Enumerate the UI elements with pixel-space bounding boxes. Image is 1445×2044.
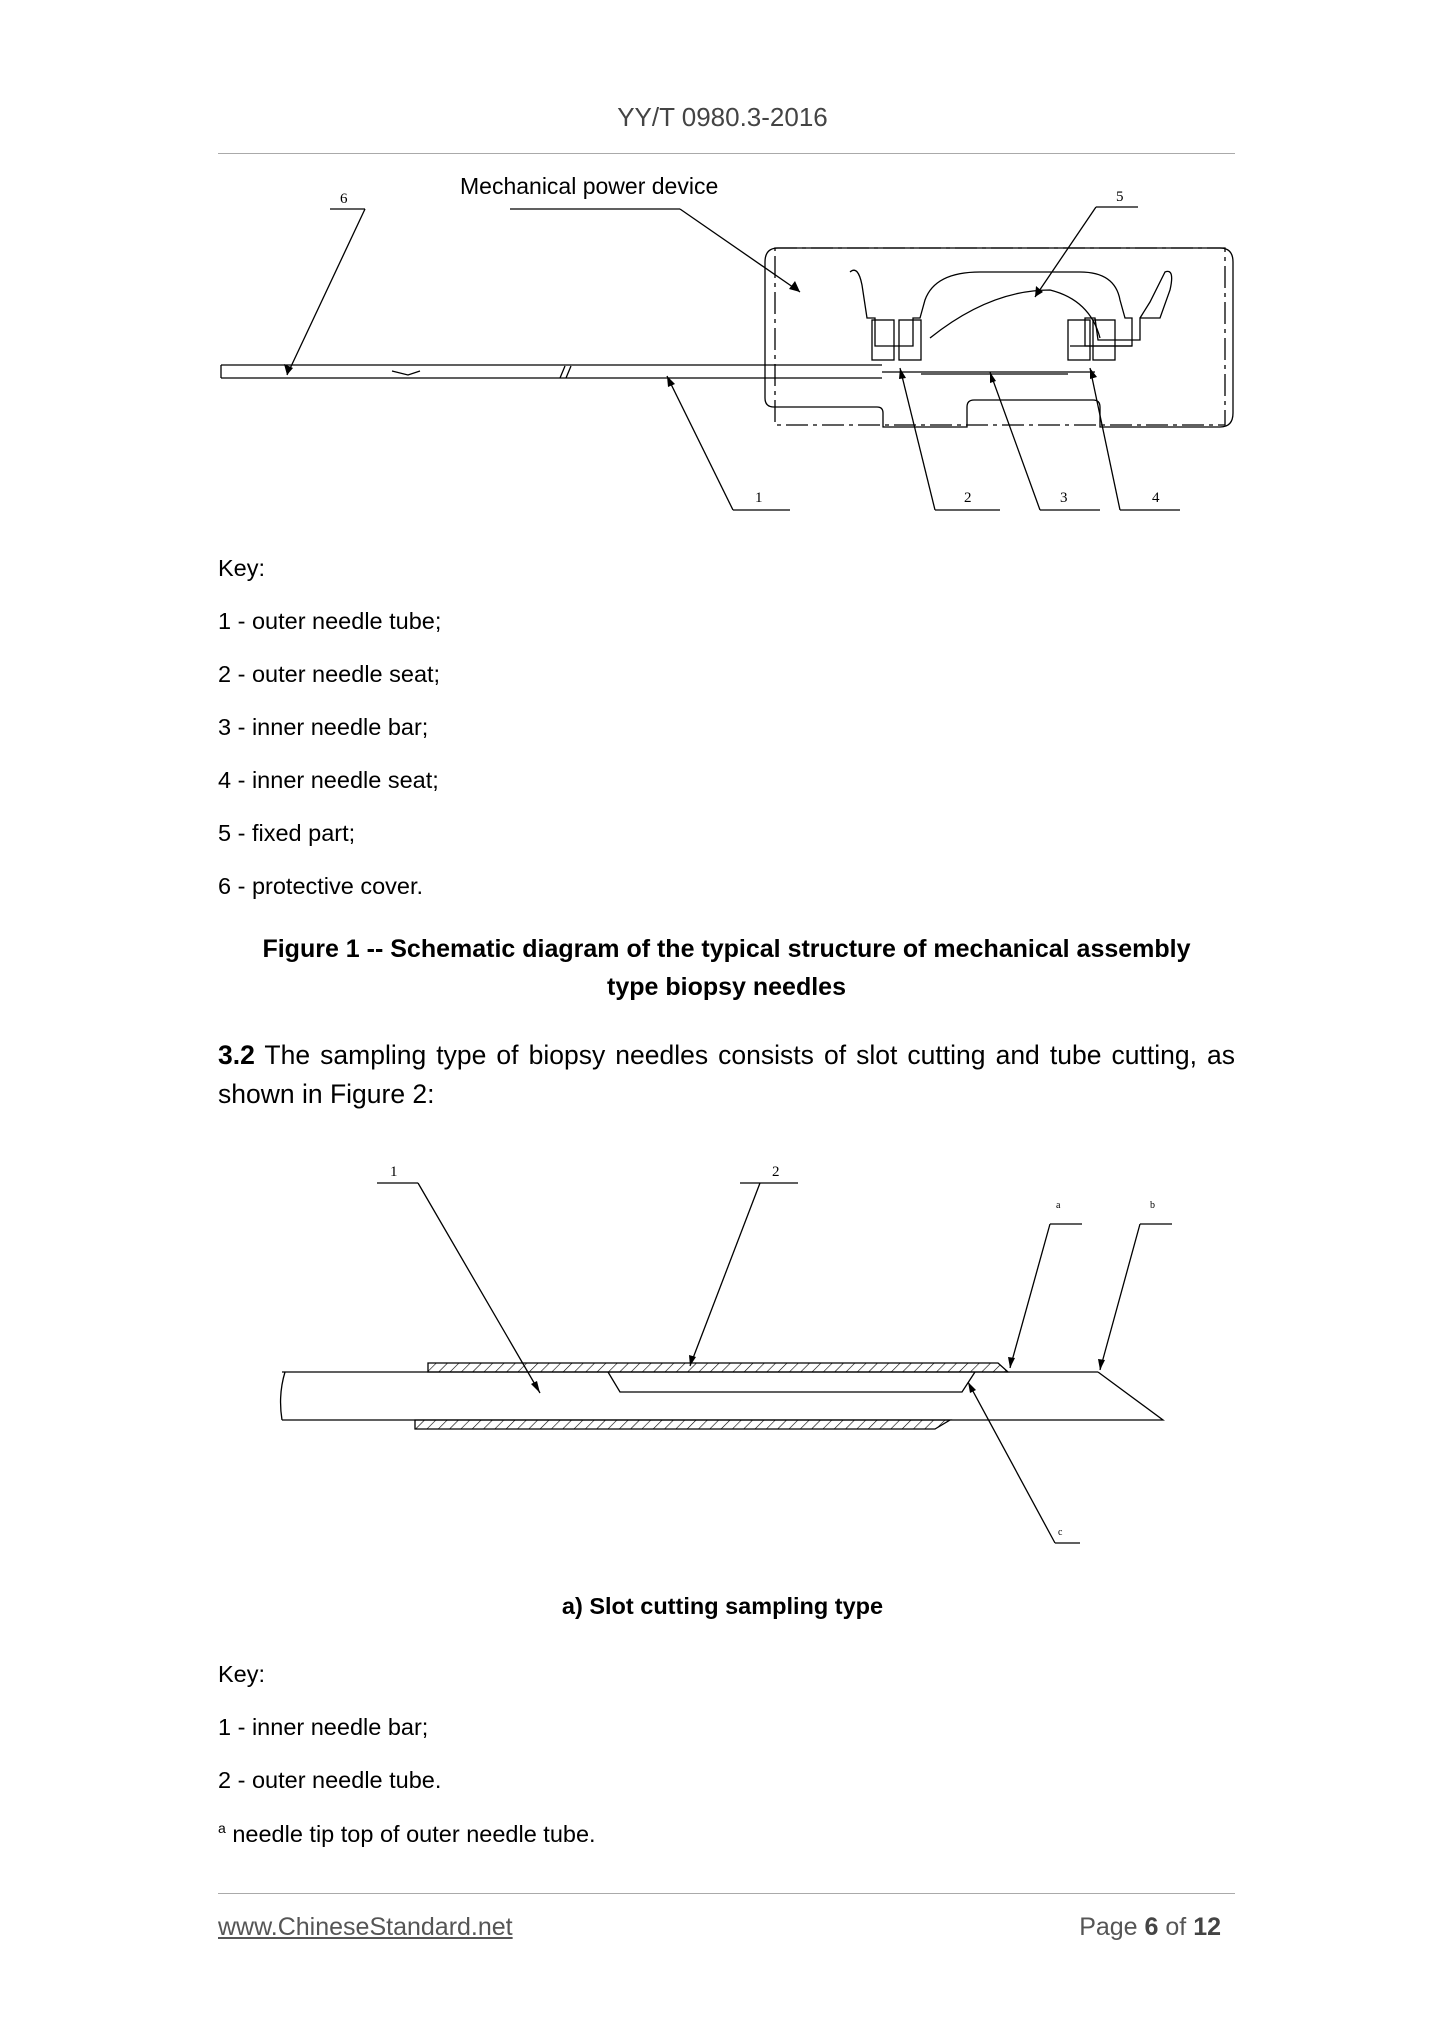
figure1-caption bbox=[218, 930, 1235, 1006]
fig1-callout-5: 5 bbox=[1116, 189, 1124, 205]
figure2-subcaption: a) Slot cutting sampling type bbox=[561, 1593, 884, 1619]
fig1-callout-2: 2 bbox=[964, 490, 972, 506]
key2-note-superscript: a bbox=[218, 1820, 226, 1836]
fig2-callout-2: 2 bbox=[772, 1164, 780, 1180]
key1-item: 5 - fixed part; bbox=[218, 820, 356, 846]
device-body bbox=[765, 248, 1233, 427]
figure1-diagram bbox=[0, 160, 1445, 530]
page-prefix: Page bbox=[1079, 1913, 1145, 1941]
key2-title: Key: bbox=[218, 1661, 266, 1687]
key1-item: 6 - protective cover. bbox=[218, 873, 424, 899]
fig1-callout-4: 4 bbox=[1152, 490, 1160, 506]
figure2-diagram bbox=[0, 1150, 1445, 1570]
figure1-caption-line2: type biopsy needles bbox=[607, 973, 846, 1001]
inner-bar-tip bbox=[950, 1372, 1163, 1420]
key2-note-text: needle tip top of outer needle tube. bbox=[225, 1820, 596, 1847]
fixed-part-arch bbox=[930, 290, 1100, 338]
sampling-slot bbox=[608, 1372, 975, 1392]
page-of: of bbox=[1158, 1913, 1194, 1941]
key1-title: Key: bbox=[218, 555, 266, 581]
footer-rule bbox=[218, 1893, 1235, 1894]
header-rule bbox=[218, 153, 1235, 154]
key2-item: 2 - outer needle tube. bbox=[218, 1767, 442, 1793]
fig1-callout-6: 6 bbox=[340, 191, 348, 207]
fig2-callout-1: 1 bbox=[390, 1164, 398, 1180]
fig1-callout-1: 1 bbox=[755, 490, 763, 506]
section-3-2-paragraph bbox=[218, 1036, 1235, 1114]
key2-note bbox=[218, 1820, 596, 1848]
mechanical-power-device-label: Mechanical power device bbox=[460, 173, 719, 199]
page-current: 6 bbox=[1144, 1913, 1159, 1941]
outer-tube-top-wall bbox=[428, 1363, 1008, 1372]
key1-item: 2 - outer needle seat; bbox=[218, 661, 441, 687]
section-text: The sampling type of biopsy needles consists of slot cutting and tube cutting, as shown in Figure 2: bbox=[218, 1040, 1235, 1109]
key1-item: 1 - outer needle tube; bbox=[218, 608, 442, 634]
section-number: 3.2 bbox=[218, 1040, 255, 1070]
key2-item: 1 - inner needle bar; bbox=[218, 1714, 429, 1740]
fig1-callout-3: 3 bbox=[1060, 490, 1068, 506]
key1-item: 3 - inner needle bar; bbox=[218, 714, 429, 740]
document-id-header: YY/T 0980.3-2016 bbox=[617, 102, 828, 132]
fig2-callout-a: a bbox=[1056, 1200, 1061, 1211]
inner-needle-seat bbox=[1068, 320, 1090, 360]
figure1-caption-line1: Figure 1 -- Schematic diagram of the typical structure of mechanical assembly bbox=[262, 935, 1191, 963]
page-total: 12 bbox=[1193, 1913, 1221, 1941]
website-link[interactable]: www.ChineseStandard.net bbox=[218, 1913, 513, 1941]
key1-item: 4 - inner needle seat; bbox=[218, 767, 439, 793]
page-number bbox=[1079, 1913, 1221, 1942]
fig2-callout-b: b bbox=[1150, 1200, 1155, 1211]
fig2-callout-c: c bbox=[1058, 1527, 1063, 1538]
outer-tube-bottom-wall bbox=[415, 1420, 950, 1429]
